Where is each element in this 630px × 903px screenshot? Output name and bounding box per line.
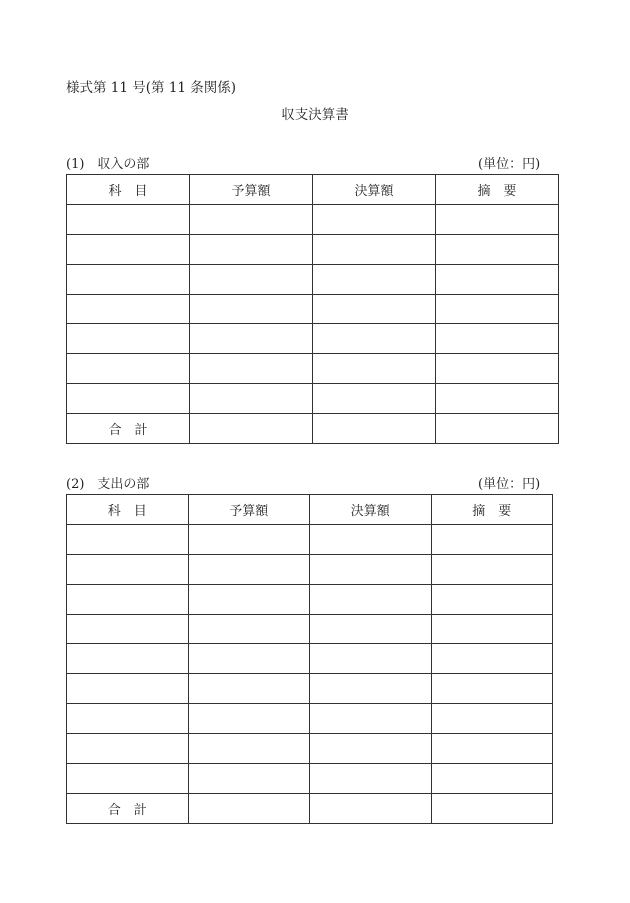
- expense-table: [66, 494, 553, 824]
- income-settlement-cell[interactable]: [313, 384, 436, 414]
- income-budget-cell[interactable]: [190, 204, 313, 234]
- income-item-cell[interactable]: [67, 294, 190, 324]
- income-remarks-cell[interactable]: [436, 294, 559, 324]
- income-settlement-cell[interactable]: [313, 204, 436, 234]
- expense-remarks-cell[interactable]: [431, 764, 553, 794]
- expense-item-cell[interactable]: [67, 704, 189, 734]
- income-item-cell[interactable]: [67, 384, 190, 414]
- expense-total-budget-cell[interactable]: [188, 793, 310, 823]
- income-col-settlement: 決算額: [313, 175, 436, 205]
- income-col-budget: 予算額: [190, 175, 313, 205]
- expense-row: [67, 554, 553, 584]
- expense-item-cell[interactable]: [67, 644, 189, 674]
- expense-remarks-cell[interactable]: [431, 674, 553, 704]
- income-settlement-cell[interactable]: [313, 234, 436, 264]
- income-item-cell[interactable]: [67, 204, 190, 234]
- income-total-budget-cell[interactable]: [190, 414, 313, 444]
- expense-remarks-cell[interactable]: [431, 554, 553, 584]
- income-total-settlement-cell[interactable]: [313, 414, 436, 444]
- expense-remarks-cell[interactable]: [431, 614, 553, 644]
- document-title: 収支決算書: [281, 107, 349, 123]
- expense-section-heading: (2) 支出の部: [66, 477, 150, 492]
- expense-row: [67, 734, 553, 764]
- income-remarks-cell[interactable]: [436, 204, 559, 234]
- income-budget-cell[interactable]: [190, 354, 313, 384]
- income-remarks-cell[interactable]: [436, 354, 559, 384]
- income-budget-cell[interactable]: [190, 234, 313, 264]
- expense-budget-cell[interactable]: [188, 614, 310, 644]
- expense-settlement-cell[interactable]: [310, 674, 432, 704]
- income-remarks-cell[interactable]: [436, 324, 559, 354]
- expense-row: [67, 704, 553, 734]
- expense-budget-cell[interactable]: [188, 674, 310, 704]
- expense-item-cell[interactable]: [67, 524, 189, 554]
- income-total-label: 合 計: [67, 414, 190, 444]
- expense-col-budget: 予算額: [188, 495, 310, 525]
- income-row: [67, 324, 559, 354]
- income-item-cell[interactable]: [67, 234, 190, 264]
- income-row: [67, 384, 559, 414]
- expense-item-cell[interactable]: [67, 554, 189, 584]
- expense-col-settlement: 決算額: [310, 495, 432, 525]
- income-total-row: [67, 414, 559, 444]
- income-row: [67, 204, 559, 234]
- expense-col-remarks: 摘 要: [431, 495, 553, 525]
- income-table: [66, 174, 559, 444]
- income-remarks-cell[interactable]: [436, 264, 559, 294]
- income-item-cell[interactable]: [67, 354, 190, 384]
- expense-row: [67, 674, 553, 704]
- income-settlement-cell[interactable]: [313, 264, 436, 294]
- income-row: [67, 294, 559, 324]
- expense-row: [67, 584, 553, 614]
- income-row: [67, 234, 559, 264]
- income-body: [67, 204, 559, 413]
- expense-col-item: 科 目: [67, 495, 189, 525]
- income-settlement-cell[interactable]: [313, 354, 436, 384]
- income-remarks-cell[interactable]: [436, 384, 559, 414]
- expense-total-label: 合 計: [67, 793, 189, 823]
- income-header-row: [67, 175, 559, 205]
- expense-row: [67, 644, 553, 674]
- expense-settlement-cell[interactable]: [310, 584, 432, 614]
- expense-settlement-cell[interactable]: [310, 644, 432, 674]
- expense-header-row: [67, 495, 553, 525]
- income-row: [67, 354, 559, 384]
- income-remarks-cell[interactable]: [436, 234, 559, 264]
- expense-budget-cell[interactable]: [188, 704, 310, 734]
- expense-item-cell[interactable]: [67, 674, 189, 704]
- income-item-cell[interactable]: [67, 264, 190, 294]
- expense-item-cell[interactable]: [67, 764, 189, 794]
- expense-remarks-cell[interactable]: [431, 734, 553, 764]
- income-col-item: 科 目: [67, 175, 190, 205]
- expense-total-remarks-cell[interactable]: [431, 793, 553, 823]
- expense-budget-cell[interactable]: [188, 644, 310, 674]
- expense-unit-note: (単位：円): [478, 477, 541, 492]
- expense-row: [67, 614, 553, 644]
- income-total-remarks-cell[interactable]: [436, 414, 559, 444]
- expense-body: [67, 524, 553, 793]
- income-row: [67, 264, 559, 294]
- income-budget-cell[interactable]: [190, 324, 313, 354]
- expense-total-settlement-cell[interactable]: [310, 793, 432, 823]
- expense-remarks-cell[interactable]: [431, 704, 553, 734]
- expense-settlement-cell[interactable]: [310, 614, 432, 644]
- income-budget-cell[interactable]: [190, 264, 313, 294]
- expense-budget-cell[interactable]: [188, 584, 310, 614]
- expense-budget-cell[interactable]: [188, 764, 310, 794]
- income-unit-note: (単位：円): [478, 157, 541, 172]
- income-section-heading: (1) 収入の部: [66, 157, 150, 172]
- expense-remarks-cell[interactable]: [431, 644, 553, 674]
- income-item-cell[interactable]: [67, 324, 190, 354]
- expense-settlement-cell[interactable]: [310, 764, 432, 794]
- expense-total-row: [67, 793, 553, 823]
- income-settlement-cell[interactable]: [313, 324, 436, 354]
- income-budget-cell[interactable]: [190, 384, 313, 414]
- expense-remarks-cell[interactable]: [431, 584, 553, 614]
- expense-settlement-cell[interactable]: [310, 704, 432, 734]
- expense-settlement-cell[interactable]: [310, 734, 432, 764]
- expense-row: [67, 764, 553, 794]
- form-number: 様式第 11 号(第 11 条関係): [66, 80, 237, 96]
- expense-settlement-cell[interactable]: [310, 554, 432, 584]
- expense-item-cell[interactable]: [67, 584, 189, 614]
- expense-budget-cell[interactable]: [188, 554, 310, 584]
- expense-item-cell[interactable]: [67, 734, 189, 764]
- expense-budget-cell[interactable]: [188, 524, 310, 554]
- income-col-remarks: 摘 要: [436, 175, 559, 205]
- expense-settlement-cell[interactable]: [310, 524, 432, 554]
- income-settlement-cell[interactable]: [313, 294, 436, 324]
- expense-budget-cell[interactable]: [188, 734, 310, 764]
- expense-remarks-cell[interactable]: [431, 524, 553, 554]
- income-budget-cell[interactable]: [190, 294, 313, 324]
- expense-row: [67, 524, 553, 554]
- expense-item-cell[interactable]: [67, 614, 189, 644]
